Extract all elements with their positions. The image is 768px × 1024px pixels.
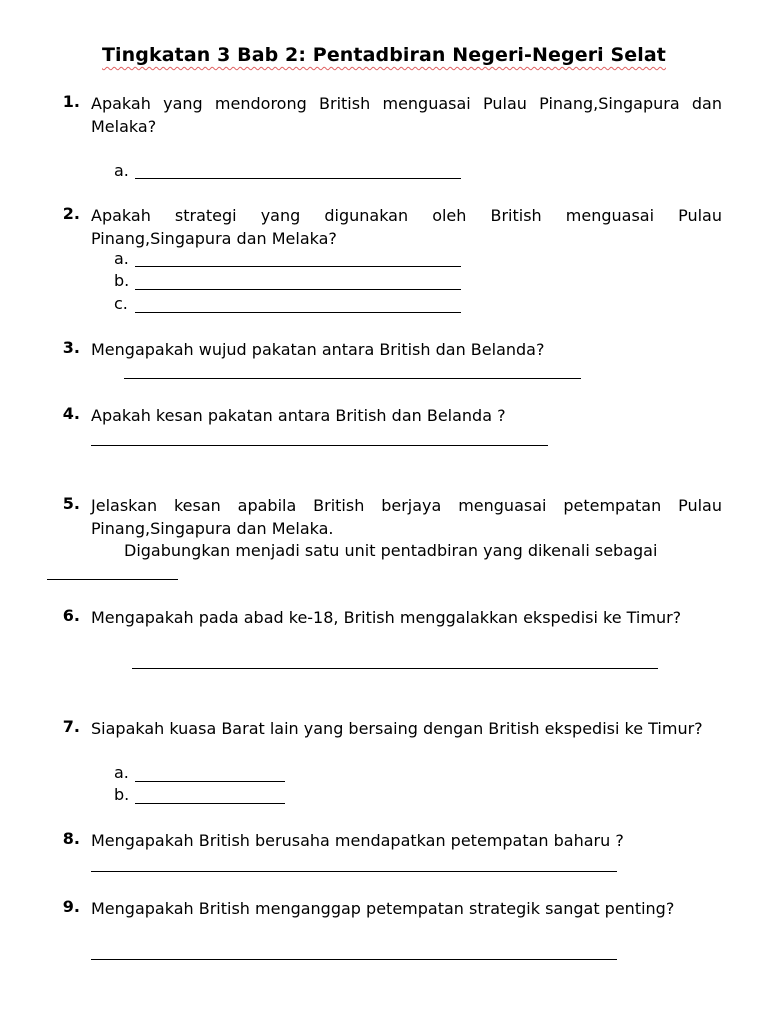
question-text: Jelaskan kesan apabila British berjaya menguasai petempatan Pulau Pinang,Singapura dan Melaka. bbox=[91, 496, 722, 538]
question-text: Mengapakah wujud pakatan antara British dan Belanda? bbox=[91, 340, 545, 359]
question-number: 6. bbox=[62, 606, 80, 625]
answer-line[interactable] bbox=[47, 579, 178, 580]
answer-option-b: b. bbox=[114, 785, 130, 804]
question-number: 4. bbox=[62, 404, 80, 423]
answer-option-a: a. bbox=[114, 249, 129, 268]
answer-line[interactable] bbox=[132, 668, 658, 669]
answer-line[interactable] bbox=[91, 959, 617, 960]
answer-line[interactable] bbox=[124, 378, 581, 379]
question-number: 3. bbox=[62, 338, 80, 357]
question-text: Apakah strategi yang digunakan oleh British menguasai Pulau Pinang,Singapura dan Melaka? bbox=[91, 206, 722, 248]
answer-line[interactable] bbox=[135, 266, 461, 267]
answer-line[interactable] bbox=[135, 803, 285, 804]
question-number: 2. bbox=[62, 204, 80, 223]
answer-option-c: c. bbox=[114, 294, 128, 313]
question-number: 7. bbox=[62, 717, 80, 736]
question-text: Apakah yang mendorong British menguasai Pulau Pinang,Singapura dan Melaka? bbox=[91, 94, 722, 136]
page-title: Tingkatan 3 Bab 2: Pentadbiran Negeri-Negeri Selat bbox=[102, 44, 666, 66]
answer-line[interactable] bbox=[135, 781, 285, 782]
question-number: 8. bbox=[62, 829, 80, 848]
answer-line[interactable] bbox=[91, 871, 617, 872]
question-number: 9. bbox=[62, 897, 80, 916]
question-text: Mengapakah British berusaha mendapatkan petempatan baharu ? bbox=[91, 831, 624, 850]
question-text: Siapakah kuasa Barat lain yang bersaing dengan British ekspedisi ke Timur? bbox=[91, 719, 703, 738]
question-number: 5. bbox=[62, 494, 80, 513]
answer-option-a: a. bbox=[114, 763, 129, 782]
answer-line[interactable] bbox=[135, 289, 461, 290]
question-text: Mengapakah British menganggap petempatan strategik sangat penting? bbox=[91, 899, 675, 918]
answer-option-b: b. bbox=[114, 271, 130, 290]
answer-line[interactable] bbox=[135, 178, 461, 179]
answer-hint: Digabungkan menjadi satu unit pentadbiran yang dikenali sebagai bbox=[124, 541, 658, 560]
question-text: Mengapakah pada abad ke-18, British menggalakkan ekspedisi ke Timur? bbox=[91, 608, 682, 627]
question-text: Apakah kesan pakatan antara British dan Belanda ? bbox=[91, 406, 506, 425]
question-number: 1. bbox=[62, 92, 80, 111]
answer-line[interactable] bbox=[135, 312, 461, 313]
answer-line[interactable] bbox=[91, 445, 548, 446]
answer-option-a: a. bbox=[114, 161, 129, 180]
